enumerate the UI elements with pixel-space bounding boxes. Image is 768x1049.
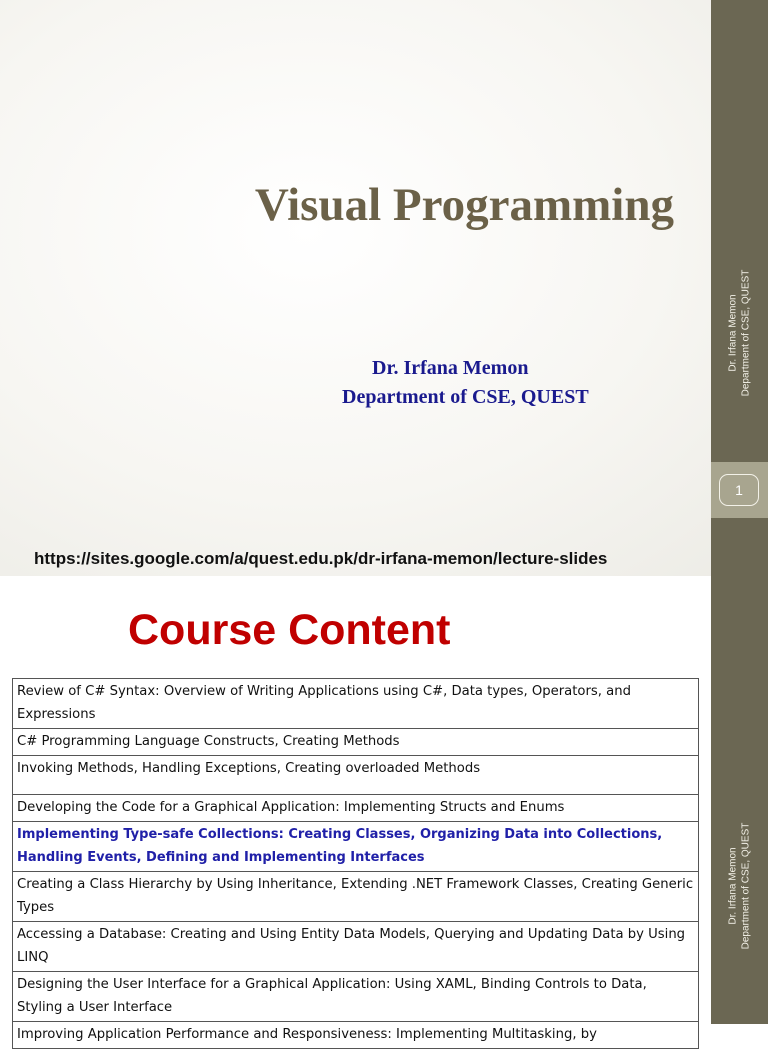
slide-title: Visual Programming <box>254 179 674 231</box>
sidebar-author: Dr. Irfana Memon <box>727 847 739 925</box>
sidebar-footer <box>711 250 768 416</box>
table-cell: C# Programming Language Constructs, Creating Methods <box>13 729 699 756</box>
course-content-table <box>12 678 699 1049</box>
slide-sidebar <box>711 0 768 576</box>
table-row <box>13 756 699 795</box>
table-cell: Invoking Methods, Handling Exceptions, Creating overloaded Methods <box>13 756 699 795</box>
table-cell: Implementing Type-safe Collections: Creating Classes, Organizing Data into Collections, Handling Events, Defining and Implementing Interfaces <box>13 822 699 872</box>
sidebar-author: Dr. Irfana Memon <box>727 294 739 372</box>
sidebar-department: Department of CSE, QUEST <box>740 269 752 397</box>
table-row <box>13 922 699 972</box>
course-content-slide <box>0 576 768 1042</box>
table-row <box>13 822 699 872</box>
table-row <box>13 972 699 1022</box>
table-cell: Developing the Code for a Graphical Application: Implementing Structs and Enums <box>13 795 699 822</box>
course-content-heading: Course Content <box>128 606 451 654</box>
table-row <box>13 679 699 729</box>
lecture-slides-url[interactable]: https://sites.google.com/a/quest.edu.pk/dr-irfana-memon/lecture-slides <box>34 549 608 568</box>
page-number: 1 <box>719 474 759 506</box>
table-cell: Designing the User Interface for a Graphical Application: Using XAML, Binding Controls to Data, Styling a User Interface <box>13 972 699 1022</box>
slide-sidebar <box>711 576 768 1024</box>
table-row <box>13 795 699 822</box>
table-row <box>13 1022 699 1049</box>
author-department: Department of CSE, QUEST <box>342 386 589 408</box>
author-name: Dr. Irfana Memon <box>372 357 529 379</box>
table-cell: Improving Application Performance and Responsiveness: Implementing Multitasking, by <box>13 1022 699 1049</box>
page-number-box <box>711 462 768 518</box>
table-cell: Creating a Class Hierarchy by Using Inheritance, Extending .NET Framework Classes, Creating Generic Types <box>13 872 699 922</box>
sidebar-department: Department of CSE, QUEST <box>740 822 752 950</box>
sidebar-footer <box>711 786 768 986</box>
table-cell: Review of C# Syntax: Overview of Writing Applications using C#, Data types, Operators, and Expressions <box>13 679 699 729</box>
table-cell: Accessing a Database: Creating and Using Entity Data Models, Querying and Updating Data by Using LINQ <box>13 922 699 972</box>
table-row <box>13 872 699 922</box>
table-row <box>13 729 699 756</box>
